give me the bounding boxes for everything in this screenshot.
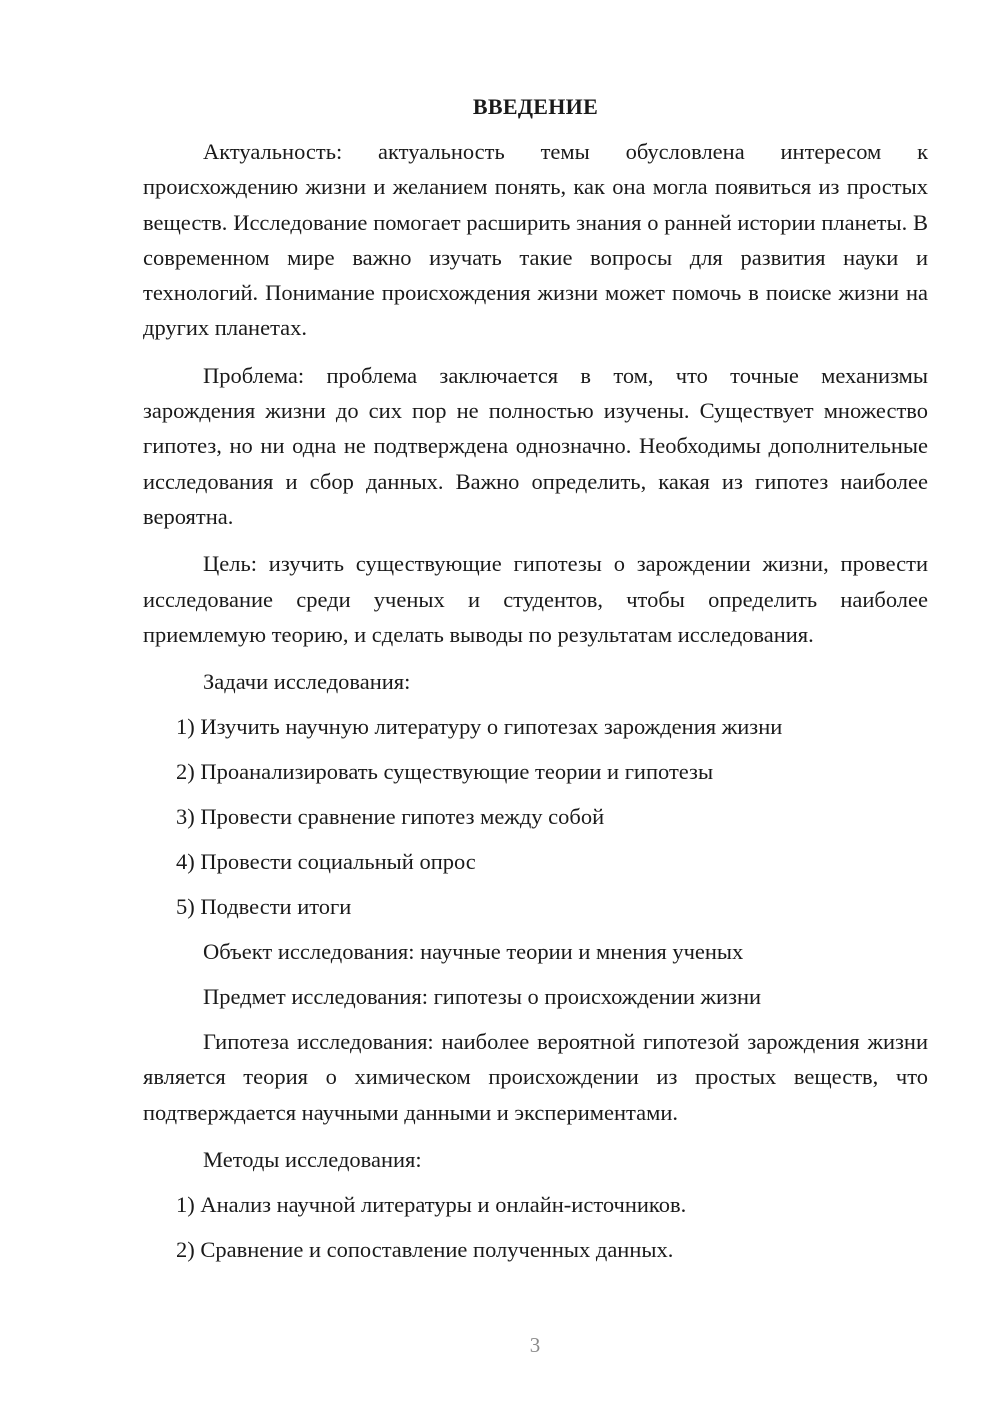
- problem-paragraph: Проблема: проблема заключается в том, что точные механизмы зарождения жизни до сих пор не полностью изучены. Существует множество гипотез, но ни одна не подтверждена однозначно. Необходимы дополнительные исследования и сбор данных. Важно определить, какая из гипотез наиболее вероятна.: [143, 362, 928, 529]
- task-item: 4) Провести социальный опрос: [176, 849, 476, 875]
- method-item: 1) Анализ научной литературы и онлайн-источников.: [176, 1192, 687, 1218]
- task-item: 5) Подвести итоги: [176, 894, 352, 920]
- method-item: 2) Сравнение и сопоставление полученных данных.: [176, 1237, 674, 1263]
- goal-paragraph: Цель: изучить существующие гипотезы о зарождении жизни, провести исследование среди ученых и студентов, чтобы определить наиболее приемлемую теорию, и сделать выводы по результатам исследования.: [143, 551, 928, 647]
- research-object: Объект исследования: научные теории и мнения ученых: [203, 939, 744, 965]
- task-item: 2) Проанализировать существующие теории и гипотезы: [176, 759, 714, 785]
- hypothesis-paragraph: Гипотеза исследования: наиболее вероятной гипотезой зарождения жизни является теория о химическом происхождении из простых веществ, что подтверждается научными данными и экспериментами.: [143, 1029, 928, 1125]
- section-heading: ВВЕДЕНИЕ: [472, 94, 599, 119]
- relevance-paragraph: Актуальность: актуальность темы обусловлена интересом к происхождению жизни и желанием понять, как она могла появиться из простых веществ. Исследование помогает расширить знания о ранней истории планеты. В современном мире важно изучать такие вопросы для развития науки и технологий. Понимание происхождения жизни может помочь в поиске жизни на других планетах.: [143, 139, 928, 341]
- document-page: [143, 92, 928, 1277]
- task-item: 1) Изучить научную литературу о гипотезах зарождения жизни: [176, 714, 783, 740]
- tasks-heading: Задачи исследования:: [203, 669, 411, 695]
- methods-heading: Методы исследования:: [203, 1147, 422, 1173]
- research-subject: Предмет исследования: гипотезы о происхождении жизни: [203, 984, 762, 1010]
- page-number: 3: [529, 1333, 541, 1357]
- task-item: 3) Провести сравнение гипотез между собой: [176, 804, 605, 830]
